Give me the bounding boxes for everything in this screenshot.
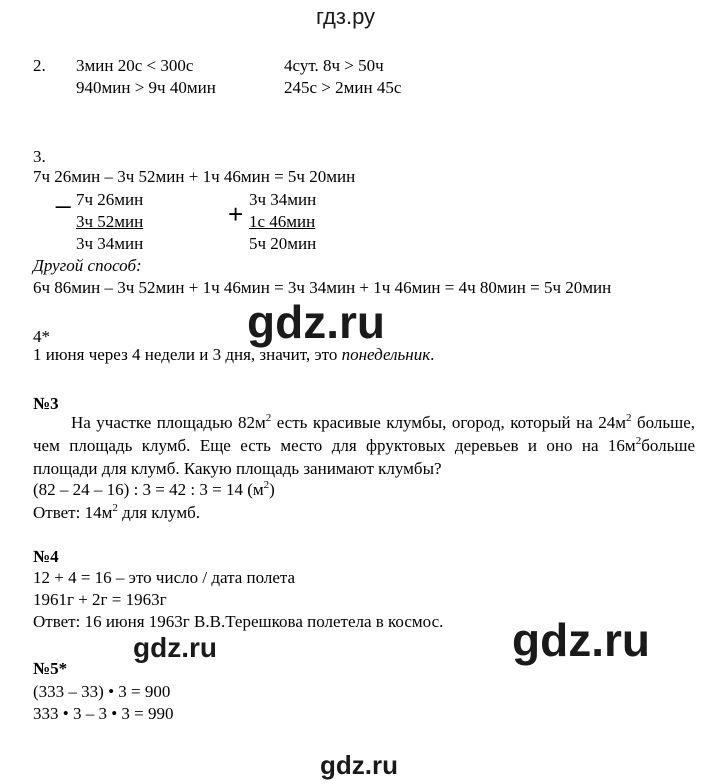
- n3-text-part1: На участке площадью 82м: [71, 413, 266, 432]
- n3-text-part4: больше площади для клумб. Какую площадь занимают клумбы?: [33, 436, 695, 478]
- column-minus-sign: _: [56, 179, 71, 209]
- n3-heading: №3: [33, 394, 59, 413]
- n3-calculation: [33, 479, 275, 501]
- column2-row1: 3ч 34мин: [249, 190, 317, 209]
- task2-col2-row2: 245с > 2мин 45с: [284, 78, 402, 97]
- site-header: гдз.ру: [316, 4, 376, 29]
- n4-line2: 1961г + 2г = 1963г: [33, 590, 167, 609]
- n3-answer-sup: 2: [112, 502, 118, 514]
- task4-answer-day: понедельник: [341, 345, 431, 364]
- column2-result: 5ч 20мин: [249, 234, 317, 253]
- n3-sup1: 2: [265, 412, 272, 424]
- n3-answer-main: Ответ: 14м: [33, 503, 113, 522]
- n4-heading: №4: [33, 547, 59, 566]
- n3-text-part3: больше, чем площадь клумб. Еще есть место для фруктовых деревьев и оно на 16м: [33, 413, 695, 455]
- task3-expression: 7ч 26мин – 3ч 52мин + 1ч 46мин = 5ч 20мин: [33, 167, 356, 186]
- watermark-center: gdz.ru: [247, 296, 385, 348]
- n3-text-part2: есть красивые клумбы, огород, который на 24м: [271, 413, 626, 432]
- watermark-left: gdz.ru: [133, 632, 217, 663]
- n3-answer-rest: для клумб.: [117, 503, 200, 522]
- n3-calc-main: (82 – 24 – 16) : 3 = 42 : 3 = 14 (м: [33, 480, 264, 499]
- n3-calc-close: ): [269, 480, 275, 499]
- n3-calc-sup: 2: [263, 479, 270, 491]
- task3-number: 3.: [33, 147, 46, 166]
- column1-result: 3ч 34мин: [76, 234, 144, 253]
- task2-col2-row1: 4сут. 8ч > 50ч: [284, 56, 384, 75]
- task2-col1-row1: 3мин 20с < 300с: [76, 56, 194, 75]
- task4-number: 4*: [33, 327, 50, 346]
- n4-answer: Ответ: 16 июня 1963г В.В.Терешкова полетела в космос.: [33, 612, 444, 631]
- column-plus-sign: +: [228, 199, 244, 229]
- n5-line1: (333 – 33) • 3 = 900: [33, 682, 171, 701]
- n4-line1: 12 + 4 = 16 – это число / дата полета: [33, 568, 296, 587]
- alt-method-expression: 6ч 86мин – 3ч 52мин + 1ч 46мин = 3ч 34мин + 1ч 46мин = 4ч 80мин = 5ч 20мин: [33, 278, 612, 297]
- task4-text-main: 1 июня через 4 недели и 3 дня, значит, это: [33, 345, 342, 364]
- n3-sup2: 2: [625, 412, 632, 424]
- n5-line2: 333 • 3 – 3 • 3 = 990: [33, 704, 174, 723]
- alt-method-label: Другой способ:: [33, 256, 142, 275]
- task4-period: .: [430, 345, 435, 364]
- task2-col1-row2: 940мин > 9ч 40мин: [76, 78, 216, 97]
- n5-heading: №5*: [33, 659, 68, 678]
- watermark-right: gdz.ru: [512, 614, 650, 666]
- column2-row2: 1с 46мин: [249, 212, 316, 231]
- n3-answer: [33, 502, 200, 524]
- column1-row1: 7ч 26мин: [76, 190, 144, 209]
- task2-number: 2.: [33, 56, 46, 75]
- n3-problem-text: [33, 411, 695, 480]
- column1-row2: 3ч 52мин: [76, 212, 144, 231]
- watermark-bottom: gdz.ru: [320, 750, 398, 780]
- n3-sup3: 2: [635, 435, 642, 447]
